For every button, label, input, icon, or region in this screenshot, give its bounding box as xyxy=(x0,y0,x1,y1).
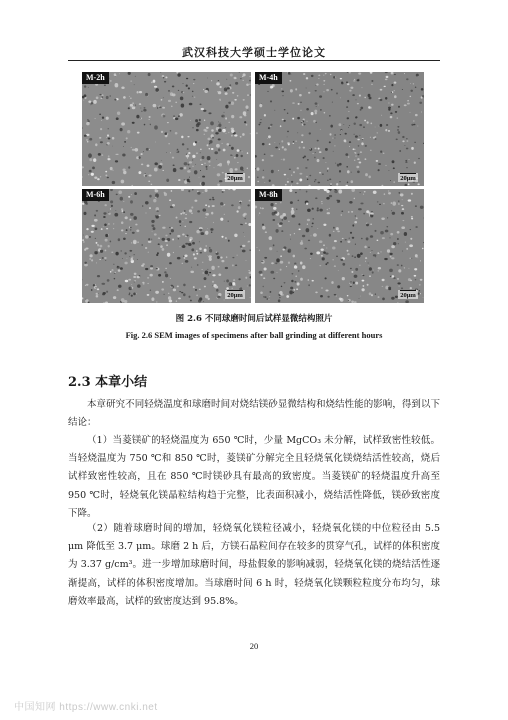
sem-image xyxy=(255,72,424,186)
scale-bar: 20μm xyxy=(225,290,245,300)
panel-label: M-2h xyxy=(82,72,109,84)
scale-bar: 20μm xyxy=(398,290,418,300)
page-header: 武汉科技大学硕士学位论文 xyxy=(182,46,326,59)
panel-label: M-6h xyxy=(82,189,109,201)
page-number: 20 xyxy=(249,641,259,651)
sem-panel-m4h xyxy=(255,72,424,186)
sem-image xyxy=(82,189,251,303)
figure-caption-cn: 图 2.6 不同球磨时间后试样显微结构照片 xyxy=(175,314,333,324)
figure-caption-en: Fig. 2.6 SEM images of specimens after ball grinding at different hours xyxy=(125,330,383,340)
paragraph-intro: 本章研究不同轻烧温度和球磨时间对烧结镁砂显微结构和烧结性能的影响，得到以下结论： xyxy=(68,399,440,429)
panel-label: M-4h xyxy=(255,72,282,84)
scale-bar: 20μm xyxy=(225,173,245,183)
panel-label: M-8h xyxy=(255,189,282,201)
sem-image xyxy=(255,189,424,303)
sem-image xyxy=(82,72,251,186)
sem-panel-m6h xyxy=(82,189,251,303)
paragraph-conclusion-2: （2）随着球磨时间的增加，轻烧氧化镁粒径减小，轻烧氧化镁的中位粒径由 5.5 μm 降低至 3.7 μm。球磨 2 h 后，方镁石晶粒间存在较多的贯穿气孔，试样的体积密度为 3.37 g/cm³。进一步增加球磨时间，母盐假象的影响减弱，轻烧氧化镁的烧结活性逐渐提高，试样的体积密度增加。当球磨时间 6 h 时，轻烧氧化镁颗粒粒度分布均匀，球磨效率最高，试样的致密度达到 95.8%。 xyxy=(68,523,440,607)
paragraph-conclusion-1: （1）当菱镁矿的轻烧温度为 650 ℃时，少量 MgCO₃ 未分解，试样致密性较低。当轻烧温度为 750 ℃和 850 ℃时，菱镁矿分解完全且轻烧氧化镁烧结活性较高，烧后试样致密性较高，且在 850 ℃时镁砂具有最高的致密度。当菱镁矿的轻烧温度升高至 950 ℃时，轻烧氧化镁晶粒结构趋于完整，比表面积减小，烧结活性降低，镁砂致密度下降。 xyxy=(68,435,440,519)
section-title: 2.3 本章小结 xyxy=(68,375,148,390)
scale-bar: 20μm xyxy=(398,173,418,183)
sem-panel-m8h xyxy=(255,189,424,303)
header-rule xyxy=(68,60,440,61)
sem-panel-m2h xyxy=(82,72,251,186)
cnki-watermark: 中国知网 https://www.cnki.net xyxy=(14,702,158,713)
